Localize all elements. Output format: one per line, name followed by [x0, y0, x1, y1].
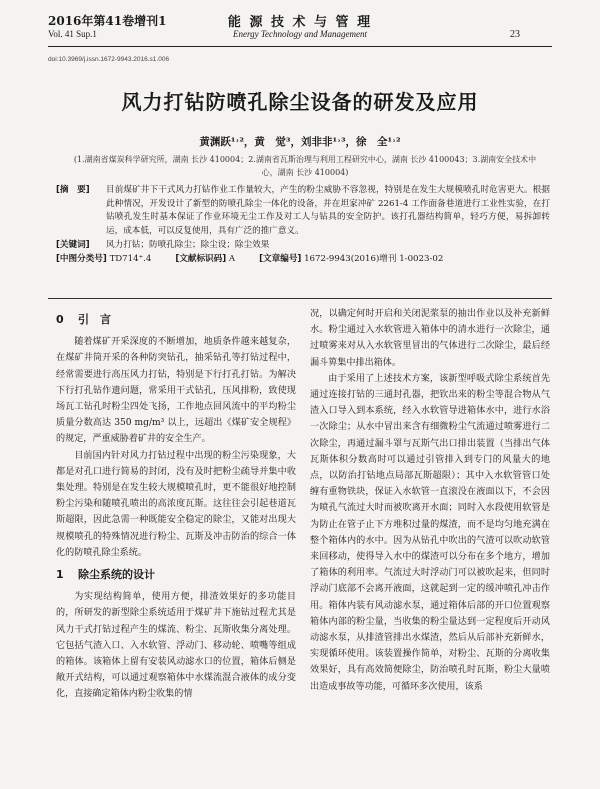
abstract-label: [摘 要]	[56, 185, 90, 195]
keywords-label: [关键词]	[56, 240, 90, 251]
paper-title: 风力打钻防喷孔除尘设备的研发及应用	[121, 90, 479, 114]
right-column	[310, 306, 550, 695]
header-rule	[48, 46, 552, 47]
clc-value: TD714⁺.4	[109, 253, 152, 264]
issue-cn: 2016年第41卷增刊1	[48, 14, 167, 28]
journal-title-cn: 能 源 技 术 与 管 理	[227, 15, 373, 30]
section-number: 0	[56, 313, 64, 326]
classification-row	[56, 253, 550, 267]
abstract	[56, 184, 550, 238]
abstract-text: 目前煤矿井下干式风力打钻作业工作量较大，产生的粉尘威胁不容忽视，特别是在发生大规模喷孔时危害更大。根据此种情况，开发设计了新型的防喷孔除尘一体化的设备，并在坦家冲矿 2261-4 工作面备巷道进行工业性实验，在打钻喷孔发生时基本保证了作业环境无尘工作及对工人与钻具的安全防护。该打孔器结构简单，轻巧方便，易拆卸转运，成本低，可以反复使用，具有广泛的推广意义。	[106, 185, 550, 236]
paragraph: 为实现结构简单，使用方便，排渣效果好的多功能目的，所研发的新型除尘系统适用于煤矿井下施钻过程尤其是风力干式打钻过程产生的煤流、粉尘、瓦斯收集分离处理。它包括气渣入口、入水软管、浮动门、移动轮、喷嘴等组成的箱体。该箱体上留有安装风动滤水口的位置，箱体后侧是敞开式结构，可以通过观察箱体中水煤流混合液体的成分变化，直接确定箱体内粉尘收集的情	[56, 592, 296, 700]
paragraph: 由于采用了上述技术方案，该新型呼吸式除尘系统首先通过连接打钻的三通封孔器，把钦出来的粉尘等混合物从气渣入口导入到本系统，经入水软管导进箱体水中，进行水浴一次除尘；从水中冒出来含有细微粉尘气流通过喷雾进行二次除尘，再通过漏斗罩与瓦斯气出口排出装置（当排出气体瓦斯体积分数高时可以通过引管排入到专门的风量大的地点，以防治打钻地点局部瓦斯超限）；其中入水软管管口处缠有重物铁块，保证入水软管一直滚没在液面以下，不会因为喷孔气流过大时而被吹离开水面；同时入水段使用软管是为防止在管子止下方堆积过量的煤渣，而不是均匀地充满在整个箱体内的水中。因为从钻孔中吹出的气渣可以吹动软管来回移动，使得导入水中的煤渣可以分布在多个地方，增加了箱体的利用率。气流过大时浮动门可以被吹起来，但同时浮动门底部不会离开液面，这就起到一定的缓冲喷孔冲击作用。箱体内装有风动滤水泵，通过箱体后部的开口位置观察箱体内部的粉尘量，当收集的粉尘量达到一定程度后开动风动滤水泵，从排渣管排出水煤渣，然后从后部补充新鲜水，实现循环使用。该装置操作简单，对粉尘、瓦斯的分离收集效果好，具有高效简便除尘，防治喷孔时瓦斯，粉尘大量喷出造成事故等功能，可循环多次使用，该系	[310, 373, 550, 692]
doi: doi:10.3969/j.issn.1672-9943.2016.s1.006	[48, 56, 170, 63]
section-title: 引 言	[78, 313, 111, 326]
journal-title-en: Energy Technology and Management	[232, 29, 368, 39]
clc-label: [中图分类号]	[56, 253, 107, 264]
authors: 黄渊跃¹˒²，黄 觉³，刘非非¹˒³，徐 全¹˒²	[199, 136, 401, 148]
section-heading-intro	[56, 312, 296, 328]
affiliations: (1.湖南省煤炭科学研究所，湖南 长沙 410004；2.湖南省瓦斯治理与利用工程研究中心，湖南 长沙 4100043；3.湖南安全技术中心，湖南 长沙 410004)	[73, 155, 537, 177]
doc-code-value: A	[228, 253, 236, 264]
left-column	[56, 306, 296, 703]
section-heading-1	[56, 567, 296, 583]
paragraph: 况，以确定何时开启和关闭泥浆泵的抽出作业以及补充新鲜水。粉尘通过入水软管进入箱体中的清水进行一次除尘，通过喷雾来对从入水软管里冒出的气体进行二次除尘，最后经漏斗箅集中排出箱体。	[310, 309, 550, 368]
paragraph: 目前国内针对风力打钻过程中出现的粉尘污染现象，大都是对孔口进行简易的封闭，没有及时把粉尘疏导并集中收集处理。特别是在发生较大规模喷孔时，更不能很好地控制粉尘污染和随喷孔喷出的高浓度瓦斯。这往往会引起巷道瓦斯超限，因此急需一种既能安全稳定的除尘，又能对出现大规模喷孔的特殊情况进行粉尘、瓦斯及冲击防治的综合一体化的防喷孔除尘系统。	[56, 450, 296, 558]
abstract-rule	[48, 298, 552, 299]
article-no-label: [文章编号]	[259, 253, 302, 264]
keywords	[56, 239, 550, 253]
running-header	[0, 8, 600, 46]
abstract-block	[56, 184, 550, 267]
paragraph: 随着煤矿开采深度的不断增加，地质条件越来越复杂，在煤矿井筒开采的各种防突钻孔，抽采钻孔等打钻过程中，经常需要进行高压风力打钻，特别是下行打孔打钻。为解决下行打孔钻作遗问题，常采用干式钻孔，压风排粉，致使现场瓦工钻孔时粉尘四处飞扬，工作地点回风流中的平均粉尘质量分数高达 350 mg/m³ 以上，远超出《煤矿安全规程》的规定，严重威胁着矿井的安全生产。	[56, 337, 296, 445]
article-no-value: 1672-9943(2016)增刊 1-0023-02	[304, 253, 444, 264]
page-number: 23	[510, 29, 520, 40]
section-title: 除尘系统的设计	[78, 568, 155, 582]
issue-en: Vol. 41 Sup.1	[48, 29, 97, 39]
section-number: 1	[56, 568, 64, 582]
doc-code-label: [文献标识码]	[175, 253, 227, 264]
keywords-text: 风力打钻；防喷孔除尘；除尘设；除尘效果	[106, 240, 270, 251]
